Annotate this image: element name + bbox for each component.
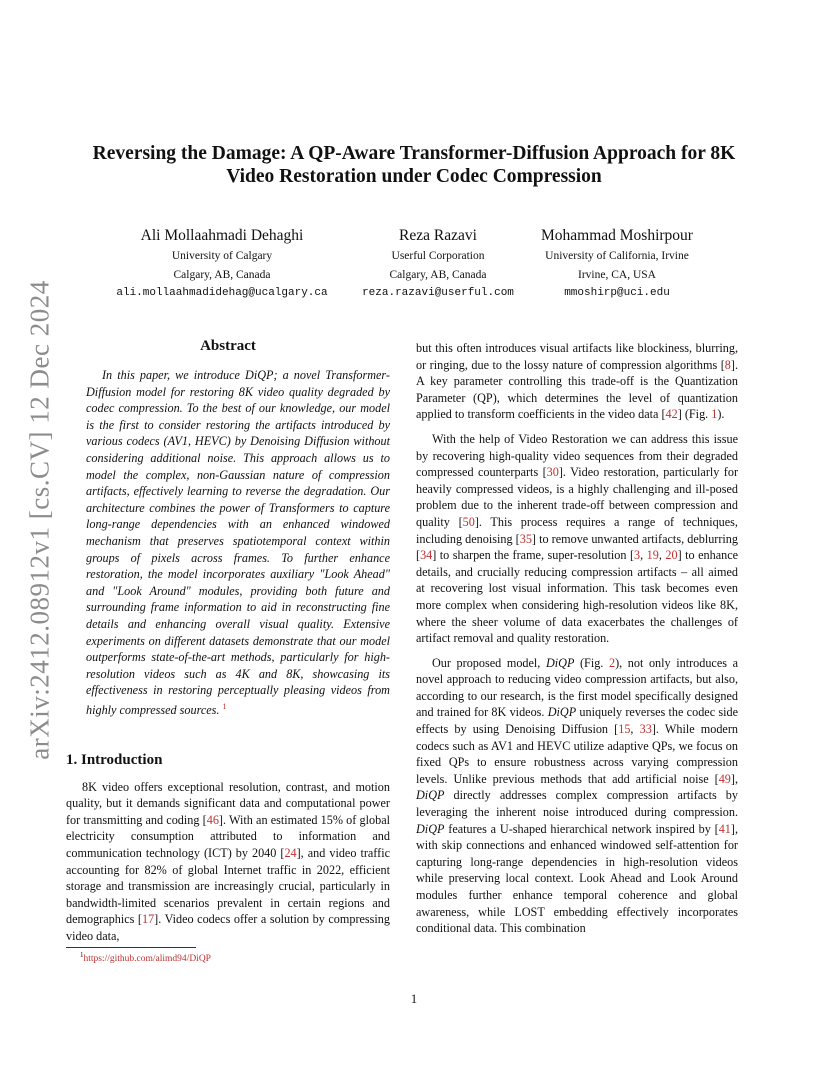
citation-link[interactable]: 33 xyxy=(639,722,652,737)
author-name: Ali Mollaahmadi Dehaghi xyxy=(140,227,304,244)
citation-link[interactable]: 15 xyxy=(618,722,631,737)
right-paragraph-2: With the help of Video Restoration we can address this issue by recovering high-quality video sequences from their degraded compressed counterparts [30]. Video restoration, particularly for heavily compressed videos, is a highly challenging and ill-posed problem due to the inherent trade-off between compression and quality [50]. This process requires a range of techniques, including denoising [35] to remove unwanted artifacts, deblurring [34] to sharpen the frame, super-resolution [3, 19, 20] to enhance details, and crucially reducing compression artifacts – all aimed at recovering lost visual information. This task becomes even more complex when considering high-resolution videos like 8K, where the sheer volume of data exacerbates the challenges of artifact removal and quality restoration. xyxy=(416,431,739,646)
citation-link[interactable]: 17 xyxy=(141,912,155,927)
author-location: Irvine, CA, USA xyxy=(578,269,656,281)
abstract-body-text: In this paper, we introduce DiQP; a novel Transformer-Diffusion model for restoring 8K video quality degraded by codec compression. To the best of our knowledge, our model is the first to consider restoring the artifacts introduced by various codecs (AV1, HEVC) by Denoising Diffusion without considering additional noise. This approach allows us to model the complex, non-Gaussian nature of compression artifacts, effectively learning to reverse the degradation. Our architecture combines the power of Transformers to capture long-range dependencies with an enhanced windowed mechanism that preserves spatiotemporal context within groups of pixels across frames. To further enhance restoration, the model incorporates auxiliary "Look Ahead" and "Look Around" modules, providing both future and surrounding frame information to aid in reconstructing fine details and enhancing overall visual quality. Extensive experiments on different datasets demonstrate that our model outperforms state-of-the-art methods, particularly for high-resolution videos such as 4K and 8K, showcasing its effectiveness in restoring perceptually pleasing videos from highly compressed sources. xyxy=(86,368,390,717)
footnote-mark: 1 xyxy=(80,951,84,959)
left-column xyxy=(66,338,390,954)
citation-link[interactable]: 24 xyxy=(284,845,297,860)
right-paragraph-3: Our proposed model, DiQP (Fig. 2), not only introduces a novel approach to reducing video compression artifacts, but also, according to our research, is the first model specifically designed and trained for 8K videos. DiQP uniquely reverses the codec side effects by using Denoising Diffusion [15, 33]. While modern codecs such as AV1 and HEVC utilize adaptive QPs, we focus on fixed QPs to ensure robustness across varying compression levels. Unlike previous methods that add artificial noise [49], DiQP directly addresses complex compression artifacts by leveraging the inherent noise introduced during compression. DiQP features a U-shaped hierarchical network inspired by [41], with skip connections and enhanced windowed self-attention for capturing long-range dependencies in high-resolution videos while preserving local context. Look Ahead and Look Around modules further enhance temporal coherence and global awareness, while LOST embedding effectively incorporates conditional data. This combination xyxy=(416,655,738,936)
author-email: mmoshirp@uci.edu xyxy=(564,287,670,299)
author-location: Calgary, AB, Canada xyxy=(173,269,271,281)
citation-link[interactable]: 35 xyxy=(519,531,532,546)
author-name: Reza Razavi xyxy=(399,227,477,244)
citation-link[interactable]: 41 xyxy=(718,821,731,836)
figure-link[interactable]: 2 xyxy=(608,655,616,670)
abstract-text xyxy=(86,367,390,719)
figure-link[interactable]: 1 xyxy=(711,407,718,422)
author-email: reza.razavi@userful.com xyxy=(362,287,514,299)
abstract-heading: Abstract xyxy=(200,338,256,354)
abstract-footnote-mark[interactable]: 1 xyxy=(222,701,227,711)
citation-link[interactable]: 3 xyxy=(634,548,641,563)
citation-link[interactable]: 49 xyxy=(718,771,731,786)
citation-link[interactable]: 50 xyxy=(462,514,475,529)
footnote-url-link[interactable]: https://github.com/alimd94/DiQP xyxy=(83,954,211,965)
title-line-1: Reversing the Damage: A QP-Aware Transformer-Diffusion Approach for 8K xyxy=(92,143,736,164)
citation-link[interactable]: 20 xyxy=(665,548,678,563)
author-affiliation: Userful Corporation xyxy=(391,250,485,262)
title-line-2: Video Restoration under Codec Compression xyxy=(226,166,602,187)
right-paragraph-1: but this often introduces visual artifacts like blockiness, blurring, or ringing, due to the lossy nature of compression algorithms [8]. A key parameter controlling this trade-off is the Quantization Parameter (QP), which determines the level of quantization applied to transform coefficients in the video data [42] (Fig. 1). xyxy=(416,341,738,422)
citation-link[interactable]: 8 xyxy=(724,357,731,372)
page-number: 1 xyxy=(410,992,418,1006)
author-affiliation: University of California, Irvine xyxy=(545,250,689,262)
author-email: ali.mollaahmadidehag@ucalgary.ca xyxy=(116,287,328,299)
author-block xyxy=(0,226,828,306)
author-location: Calgary, AB, Canada xyxy=(389,269,487,281)
paper-title xyxy=(60,142,768,188)
author-affiliation: University of Calgary xyxy=(171,250,273,262)
footnote xyxy=(80,951,211,964)
footnote-divider xyxy=(66,947,196,948)
intro-heading: 1. Introduction xyxy=(66,751,163,768)
citation-link[interactable]: 34 xyxy=(420,548,433,563)
citation-link[interactable]: 46 xyxy=(206,812,219,827)
right-column xyxy=(416,340,738,945)
intro-paragraph-1: 8K video offers exceptional resolution, contrast, and motion quality, but it demands significant data and computational power for transmitting and coding [46]. With an estimated 15% of global electricity consumption attributed to information and communication technology (ICT) by 2040 [24], and video traffic accounting for 82% of global Internet traffic in 2022, efficient storage and transmission are increasingly crucial, particularly in bandwidth-limited scenarios prevalent in certain regions and demographics [17]. Video codecs offer a solution by compressing video data, xyxy=(66,779,391,943)
citation-link[interactable]: 19 xyxy=(646,548,659,563)
citation-link[interactable]: 42 xyxy=(665,407,678,422)
author-3 xyxy=(482,226,752,302)
author-name: Mohammad Moshirpour xyxy=(541,227,693,244)
arxiv-identifier: arXiv:2412.08912v1 [cs.CV] 12 Dec 2024 xyxy=(24,280,55,760)
citation-link[interactable]: 30 xyxy=(546,465,559,480)
